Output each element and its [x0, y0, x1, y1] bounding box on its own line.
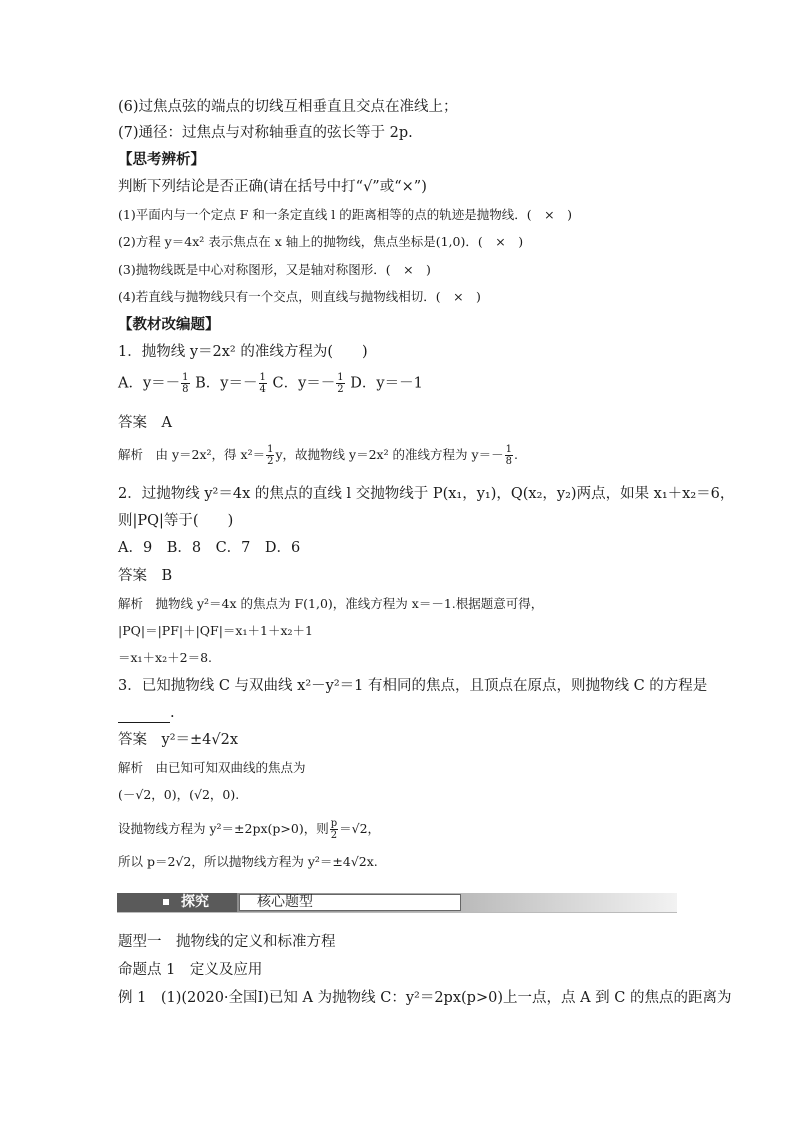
- answer-blank: [118, 708, 170, 723]
- question-1-options: [118, 372, 423, 395]
- answer-1: 答案 A: [118, 415, 172, 431]
- banner-label-explore: 探究: [181, 894, 209, 910]
- analysis-3-line-4: 所以 p＝2√2，所以抛物线方程为 y²＝±4√2x.: [118, 854, 378, 869]
- banner-dark-block: [117, 893, 237, 912]
- answer-2: 答案 B: [118, 568, 173, 584]
- analysis-3-line-3: 设抛物线方程为 y²＝±2px(p>0)，则 $\frac{p}{2}$ ＝√2，: [118, 818, 381, 841]
- section-banner: [117, 893, 677, 912]
- option-c: C．y＝－: [272, 375, 336, 392]
- question-2-cont: 则|PQ|等于( ): [118, 513, 234, 529]
- answer-3: 答案 y²＝±4√2x: [118, 732, 239, 748]
- proposition-1-title: 命题点 1 定义及应用: [118, 962, 263, 978]
- fraction: $\frac{p}{2}$: [330, 818, 338, 841]
- analysis-3: 解析 由已知可知双曲线的焦点为: [118, 760, 306, 775]
- example-1: 例 1 (1)(2020·全国Ⅰ)已知 A 为抛物线 C：y²＝2px(p>0)上一点，点 A 到 C 的焦点的距离为: [118, 990, 732, 1006]
- judge-item-1: (1)平面内与一个定点 F 和一条定直线 l 的距离相等的点的轨迹是抛物线．( × ): [118, 207, 572, 222]
- analysis-2: 解析 抛物线 y²＝4x 的焦点为 F(1,0)，准线方程为 x＝－1.根据题意可得，: [118, 596, 544, 611]
- option-a: A．y＝－: [118, 375, 181, 392]
- analysis-2-line-2: |PQ|＝|PF|＋|QF|＝x₁＋1＋x₂＋1: [118, 623, 313, 638]
- option-b: B．y＝－: [195, 375, 258, 392]
- analysis-2-line-3: ＝x₁＋x₂＋2＝8.: [118, 650, 213, 665]
- analysis-3-line-2: (－√2，0)，(√2，0).: [118, 787, 240, 802]
- question-1: 1．抛物线 y＝2x² 的准线方程为( ): [118, 344, 368, 360]
- banner-underline: [117, 912, 677, 913]
- judge-item-4: (4)若直线与抛物线只有一个交点，则直线与抛物线相切．( × ): [118, 289, 481, 304]
- square-bullet-icon: [163, 899, 169, 905]
- option-d: D．y＝－1: [350, 375, 423, 392]
- question-2-options: A．9 B．8 C．7 D．6: [118, 540, 301, 556]
- question-3-blank-line: .: [118, 703, 175, 723]
- fraction: $\frac{1}{2}$: [337, 372, 344, 395]
- fraction: $\frac{1}{4}$: [259, 372, 266, 395]
- fraction: $\frac{1}{2}$: [267, 444, 274, 467]
- heading-textbook: 【教材改编题】: [118, 316, 220, 333]
- question-2: 2．过抛物线 y²＝4x 的焦点的直线 l 交抛物线于 P(x₁，y₁)，Q(x₂，y₂)两点，如果 x₁＋x₂＝6，: [118, 486, 735, 502]
- analysis-1: 解析 由 y＝2x²，得 x²＝ $\frac{1}{2}$ y，故抛物线 y＝2x² 的准线方程为 y＝－ $\frac{1}{8}$ .: [118, 444, 518, 467]
- fraction: $\frac{1}{8}$: [182, 372, 189, 395]
- judge-item-2: (2)方程 y＝4x² 表示焦点在 x 轴上的抛物线，焦点坐标是(1,0)．( × ): [118, 234, 524, 249]
- judge-item-3: (3)抛物线既是中心对称图形，又是轴对称图形．( × ): [118, 262, 431, 277]
- line-judge-instruction: 判断下列结论是否正确(请在括号中打“√”或“×”): [118, 179, 427, 195]
- question-3: 3．已知抛物线 C 与双曲线 x²－y²＝1 有相同的焦点，且顶点在原点，则抛物线 C 的方程是: [118, 678, 708, 694]
- topic-1-title: 题型一 抛物线的定义和标准方程: [118, 934, 336, 950]
- fraction: $\frac{1}{8}$: [505, 444, 512, 467]
- line-property-7: (7)通径：过焦点与对称轴垂直的弦长等于 2p.: [118, 125, 413, 141]
- heading-thinking: 【思考辨析】: [118, 151, 205, 168]
- line-property-6: (6)过焦点弦的端点的切线互相垂直且交点在准线上；: [118, 99, 458, 115]
- banner-label-core: 核心题型: [257, 894, 313, 910]
